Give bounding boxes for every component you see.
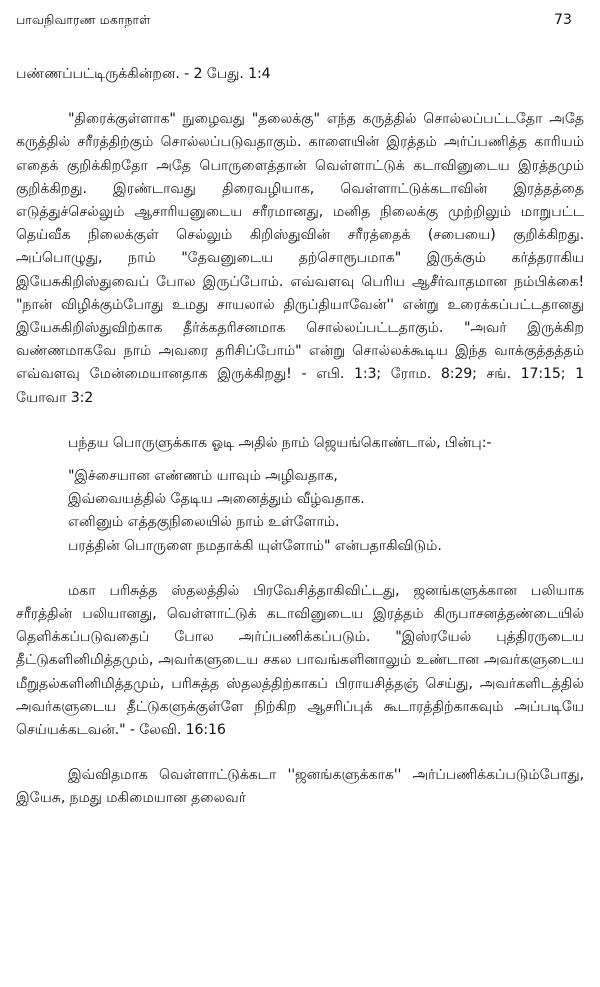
paragraph-continuation: பண்ணப்பட்டிருக்கின்றன. - 2 பேது. 1:4 bbox=[16, 66, 271, 82]
poem-quote bbox=[68, 465, 584, 558]
poem-line: பரத்தின் பொருளை நமதாக்கி யுள்ளோம்" என்பதாகிவிடும். bbox=[68, 537, 442, 554]
page-body bbox=[16, 63, 584, 811]
page-number: 73 bbox=[553, 12, 572, 28]
running-title: பாவநிவாரண மகாநாள் bbox=[16, 12, 151, 27]
paragraph: பந்தய பொருளுக்காக ஓடி அதில் நாம் ஜெயங்கொண்டால், பின்பு:- bbox=[68, 434, 492, 451]
poem-line: எனினும் எத்தகுநிலையில் நாம் உள்ளோம். bbox=[68, 514, 340, 531]
poem-line: இவ்வையத்தில் தேடிய அனைத்தும் வீழ்வதாக. bbox=[68, 491, 365, 508]
paragraph: இவ்விதமாக வெள்ளாட்டுக்கடா ''ஜனங்களுக்காக'' அர்ப்பணிக்கப்படும்போது, இயேசு, நமது மகிமையான தலைவர் bbox=[16, 767, 584, 807]
running-header bbox=[16, 12, 584, 38]
paragraph: "திரைக்குள்ளாக" நுழைவது "தலைக்கு" எந்த கருத்தில் சொல்லப்பட்டதோ அதே கருத்தில் சரீரத்திற்கும் சொல்லப்படுவதாகும். காளையின் இரத்தம் அர்ப்பணித்த காரியம் எதைக் குறிக்கிறதோ அதே பொருளைத்தான் வெள்ளாட்டுக் கடாவினுடைய இரத்தமும் குறிக்கிறது. இரண்டாவது திரைவழியாக, வெள்ளாட்டுக்கடாவின் இரத்தத்தை எடுத்துச்செல்லும் ஆசாரியனுடைய சரீரமானது, மனித நிலைக்கு முற்றிலும் மாறுபட்ட தெய்வீக நிலைக்குள் செல்லும் கிறிஸ்துவின் சரீரத்தைக் (சபையை) குறிக்கிறது. அப்பொழுது, நாம் "தேவனுடைய தற்சொரூபமாக" இருக்கும் கர்த்தராகிய இயேசுகிறிஸ்துவைப் போல இருப்போம். எவ்வளவு பெரிய ஆசீர்வாதமான நம்பிக்கை! "நான் விழிக்கும்போது உமது சாயலால் திருப்தியாவேன்'' என்று உரைக்கப்பட்டதானது இயேசுகிறிஸ்துவிற்காக தீர்க்கதரிசனமாக சொல்லப்பட்டதாகும். "அவர் இருக்கிற வண்ணமாகவே நாம் அவரை தரிசிப்போம்" என்று சொல்லக்கூடிய இந்த வாக்குத்தத்தம் எவ்வளவு மேன்மையானதாக இருக்கிறது! - எபி. 1:3; ரோம. 8:29; சங். 17:15; 1 யோவா 3:2 bbox=[16, 111, 584, 406]
paragraph: மகா பரிசுத்த ஸ்தலத்தில் பிரவேசித்தாகிவிட்டது, ஜனங்களுக்கான பலியாக சரீரத்தின் பலியானது, வெள்ளாட்டுக் கடாவினுடைய இரத்தம் கிருபாசனத்தண்டையில் தெளிக்கப்படுவதைப் போல அர்ப்பணிக்கப்படும். "இஸ்ரயேல் புத்திரருடைய தீட்டுகளினிமித்தமும், அவர்களுடைய சகல பாவங்களினாலும் உண்டான அவர்களுடைய மீறுதல்களினிமித்தமும், பரிசுத்த ஸ்தலத்திற்காகப் பிராயசித்தஞ் செய்து, அவர்களிடத்தில் அவர்களுடைய தீட்டுகளுக்குள்ளே நிற்கிற ஆசரிப்புக் கூடாரத்திற்காகவும் அப்படியே செய்யக்கடவன்." - லேவி. 16:16 bbox=[16, 582, 584, 739]
poem-line: "இச்சையான எண்ணம் யாவும் அழிவதாக, bbox=[68, 468, 338, 485]
